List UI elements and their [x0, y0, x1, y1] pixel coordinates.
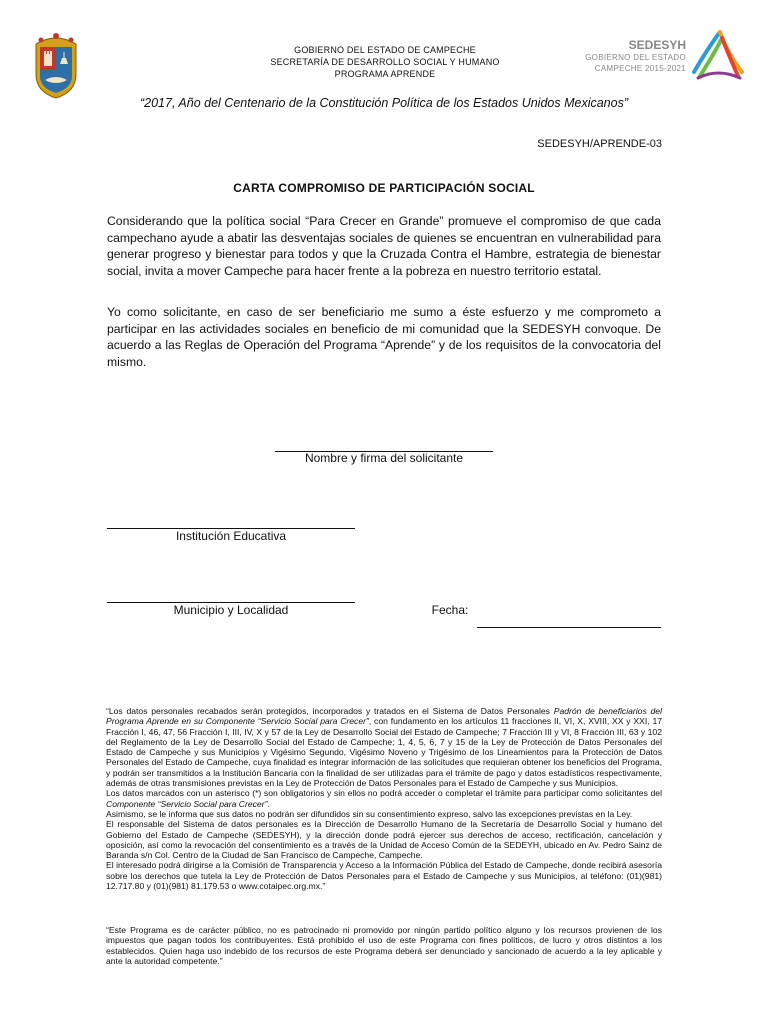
- sedesyh-logo-title: SEDESYH: [628, 38, 686, 52]
- centenary-motto: “2017, Año del Centenario de la Constitución Política de los Estados Unidos Mexicanos”: [139, 96, 628, 110]
- sedesyh-logo-subtitle: GOBIERNO DEL ESTADO: [585, 53, 686, 62]
- header-government: GOBIERNO DEL ESTADO DE CAMPECHE: [294, 45, 476, 55]
- commitment-paragraph-1: Considerando que la política social “Para Crecer en Grande” promueve el compromiso de que cada campechano ayude a abatir las desventajas sociales de quienes se encuentran en vulnerabilidad para generar progreso y bienestar para todos y que la Cruzada Contra el Hambre, estrategia de bienestar social, invita a mover Campeche para hacer frente a la pobreza en nuestro territorio estatal.: [107, 214, 661, 278]
- commitment-paragraph-2: Yo como solicitante, en caso de ser beneficiario me sumo a éste esfuerzo y me comprometo a participar en las actividades sociales en beneficio de mi comunidad que la SEDESYH convoque. De acuerdo a las Reglas de Operación del Programa “Aprende” y de los requisitos de la convocatoria del mismo.: [107, 305, 661, 369]
- privacy-notice: [106, 706, 662, 891]
- privacy-p1-legal-basis: , con fundamento en los artículos 11 fracciones II, VI, X, XVIII, XX y XXI, 17 Fracción I, 46, 47, 56 Fracción I, III, IV, X y 57 de la Ley de Desarrollo Social del Estado de Campeche; 7 Fracción III y VI, 8 Fracción III, 63 y 102 del Reglamento de la Ley de Desarrollo Social del Estado de Campeche; 1, 4, 5, 6, 7 y 15 de la Ley de Protección de Datos Personales del Estado de Campeche y sus Municipios y Vigésimo Segundo, Vigésimo Noveno y Trigésimo de los Lineamientos para la Protección de Datos Personales del Estado de Campeche, cuya finalidad es integrar información de las solicitudes que requieran obtener los beneficios del Programa, y podrán ser transmitidos a la Institución Bancaria con la finalidad de ser utilizadas para el trámite de pago y datos estadísticos respectivamente, además de otras transmisiones previstas en la Ley de Protección de Datos Personales para el Estado de Campeche y sus Municipios.: [106, 716, 663, 789]
- privacy-p1-italic: Padrón de beneficiarios del Programa Aprende en su Componente “Servicio Social para Crecer”: [106, 706, 662, 727]
- privacy-paragraph-5: El interesado podrá dirigirse a la Comisión de Transparencia y Acceso a la Información Pública del Estado de Campeche, donde recibirá asesoría sobre los derechos que tutela la Ley de Protección de Datos Personales para el Estado de Campeche y sus Municipios, al teléfono: (01)(981) 12.717.80 y (01)(981) 81.179.53 o www.cotaipec.org.mx.”: [106, 860, 662, 892]
- document-reference: SEDESYH/APRENDE-03: [537, 138, 662, 150]
- privacy-paragraph-2: [106, 788, 662, 809]
- campeche-coat-of-arms-icon: [30, 30, 82, 100]
- institution-label: Institución Educativa: [175, 529, 287, 543]
- document-title: CARTA COMPROMISO DE PARTICIPACIÓN SOCIAL: [233, 181, 535, 195]
- privacy-paragraph-4: El responsable del Sistema de datos personales es la Dirección de Desarrollo Humano de la Secretaría de Desarrollo Social y humano del Gobierno del Estado de Campeche (SEDESYH), y la dirección donde podrá ejercer sus derechos de acceso, rectificación, cancelación y oposición, así como la revocación del consentimiento es a través de la Unidad de Acceso Común de la SEDEYH, ubicado en Av. Pedro Sainz de Baranda s/n Col. Centro de la Ciudad de San Francisco de Campeche, Campeche.: [106, 819, 662, 861]
- privacy-p2-text: Los datos marcados con un asterisco (*) son obligatorios y sin ellos no podrá acceder o completar el trámite para participar como solicitantes del: [106, 788, 662, 799]
- privacy-p2-italic: Componente “Servicio Social para Crecer”: [106, 798, 268, 809]
- municipality-label: Municipio y Localidad: [173, 603, 289, 617]
- sedesyh-logo-period: CAMPECHE 2015-2021: [594, 64, 686, 73]
- privacy-paragraph-3: Asimismo, se le informa que sus datos no podrán ser difundidos sin su consentimiento expreso, salvo las excepciones previstas en la Ley.: [106, 808, 633, 819]
- header-program: PROGRAMA APRENDE: [334, 69, 436, 79]
- date-label: Fecha:: [431, 603, 469, 617]
- sedesyh-logo-icon: [690, 28, 746, 84]
- date-field-line[interactable]: [477, 627, 661, 628]
- header-secretariat: SECRETARÍA DE DESARROLLO SOCIAL Y HUMANO: [270, 57, 500, 67]
- privacy-p1-text: “Los datos personales recabados serán protegidos, incorporados y tratados en el Sistema de Datos Personales: [106, 706, 554, 716]
- program-disclaimer: “Este Programa es de carácter público, no es patrocinado ni promovido por ningún partido político alguno y los recursos provienen de los impuestos que pagan todos los contribuyentes. Está prohibido el uso de este Programa con fines políticos, de lucro y otros distintos a los establecidos. Quien haga uso indebido de los recursos de este Programa deberá ser denunciado y sancionado de acuerdo a la ley aplicable y ante la autoridad competente.”: [106, 925, 662, 966]
- privacy-p2-end: .: [267, 798, 270, 809]
- applicant-signature-label: Nombre y firma del solicitante: [304, 451, 464, 465]
- privacy-paragraph-1: [106, 706, 662, 788]
